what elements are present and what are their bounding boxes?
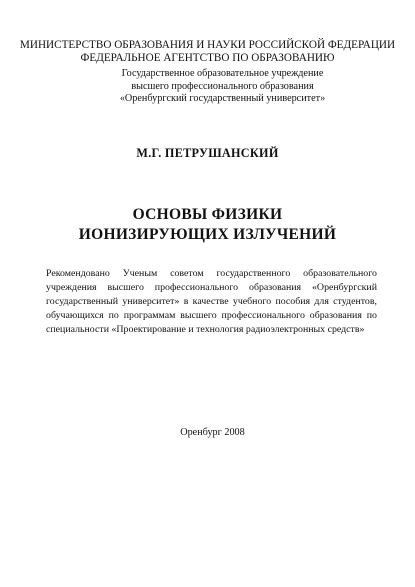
ministry-name: МИНИСТЕРСТВО ОБРАЗОВАНИЯ И НАУКИ РОССИЙСКОЙ ФЕДЕРАЦИИ <box>19 39 396 51</box>
agency-name: ФЕДЕРАЛЬНОЕ АГЕНТСТВО ПО ОБРАЗОВАНИЮ <box>80 52 335 64</box>
book-title <box>0 205 415 245</box>
institution-line-2: высшего профессионального образования <box>131 80 314 92</box>
book-title-line-1: ОСНОВЫ ФИЗИКИ <box>132 206 283 223</box>
city-year: Оренбург 2008 <box>180 427 245 438</box>
institution-line-1: Государственное образовательное учреждение <box>121 68 324 79</box>
recommendation-text: Рекомендовано Ученым советом государственного образовательного учреждения высшего профессионального образования «Оренбургский государственный университет» в качестве учебного пособия для студентов, обучающихся по программам высшего профессионального образования по специальности «Проектирование и технология радиоэлектронных средств» <box>46 268 377 335</box>
institution-header <box>0 68 415 106</box>
institution-line-3: «Оренбургский государственный университет» <box>119 93 326 104</box>
author-name: М.Г. ПЕТРУШАНСКИЙ <box>136 146 279 160</box>
book-title-line-2: ИОНИЗИРУЮЩИХ ИЗЛУЧЕНИЙ <box>78 226 337 243</box>
ministry-header <box>0 39 415 65</box>
